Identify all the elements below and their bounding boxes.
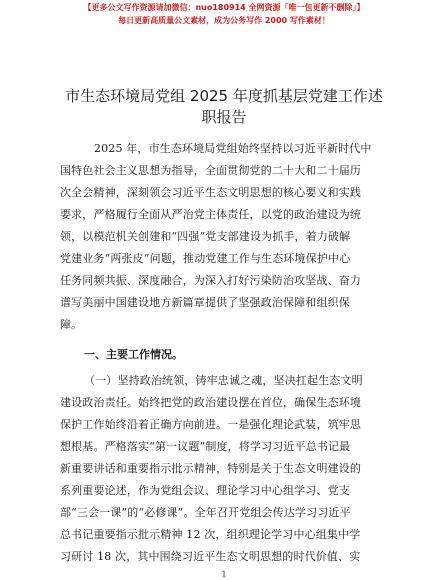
intro-paragraph-line: 任务同频共振、深度融合，为深入打好污染防治攻坚战、奋力	[60, 274, 362, 287]
section-paragraph-line: 想根基。严格落实“第一议题”制度，将学习习近平总书记最	[60, 440, 351, 453]
intro-paragraph-line: 2025 年，市生态环境局党组始终坚持以习近平新时代中	[94, 142, 372, 155]
section-paragraph-line: （一）坚持政治统领，铸牢忠诚之魂，坚决扛起生态文明	[84, 374, 363, 387]
section-paragraph-line: 部“三会一课”的“必修课”。全年召开党组会传达学习习近平	[60, 506, 351, 519]
section-paragraph-line: 保护工作始终沿着正确方向前进。一是强化理论武装，筑牢思	[60, 418, 362, 431]
intro-paragraph-line: 要求，严格履行全面从严治党主体责任，以党的政治建设为统	[60, 208, 362, 221]
promo-banner-line-1: 【更多公文写作资源请加微信：nuo180914 全网资源「唯一包更新不删除」】	[83, 3, 365, 12]
promo-banner-line-2: 每日更新高质量公文素材，成为公务写作 2000 写作素材！	[118, 16, 330, 25]
intro-paragraph-line: 障。	[60, 318, 83, 331]
document-title-line-1: 市生态环境局党组 2025 年度抓基层党建工作述	[65, 87, 383, 105]
intro-paragraph-line: 谱写美丽中国建设地方新篇章提供了坚强政治保障和组织保	[60, 296, 350, 309]
intro-paragraph-line: 次全会精神，深刻领会习近平生态文明思想的核心要义和实践	[60, 186, 362, 199]
section-paragraph-line: 习研讨 18 次，其中围绕习近平生态文明思想的时代价值、实	[60, 550, 361, 563]
section-paragraph-line: 新重要讲话和重要指示批示精神，特别是关于生态文明建设的	[60, 462, 362, 475]
intro-paragraph-line: 国特色社会主义思想为指导，全面贯彻党的二十大和二十届历	[60, 164, 362, 177]
section-paragraph-line: 系列重要论述，作为党组会议、理论学习中心组学习、党支	[60, 484, 350, 497]
page-number: 1	[221, 570, 227, 579]
intro-paragraph-line: 领，以模范机关创建和“四强”党支部建设为抓手，着力破解	[60, 230, 351, 243]
document-title-line-2: 职报告	[201, 108, 247, 126]
section-paragraph-line: 总书记重要指示批示精神 12 次，组织理论学习中心组集中学	[60, 528, 361, 541]
section-paragraph-line: 建设政治责任。始终把党的政治建设摆在首位，确保生态环境	[60, 396, 362, 409]
section-heading: 一、主要工作情况。	[84, 348, 183, 361]
intro-paragraph-line: 党建业务“两张皮”问题，推动党建工作与生态环境保护中心	[60, 252, 351, 265]
